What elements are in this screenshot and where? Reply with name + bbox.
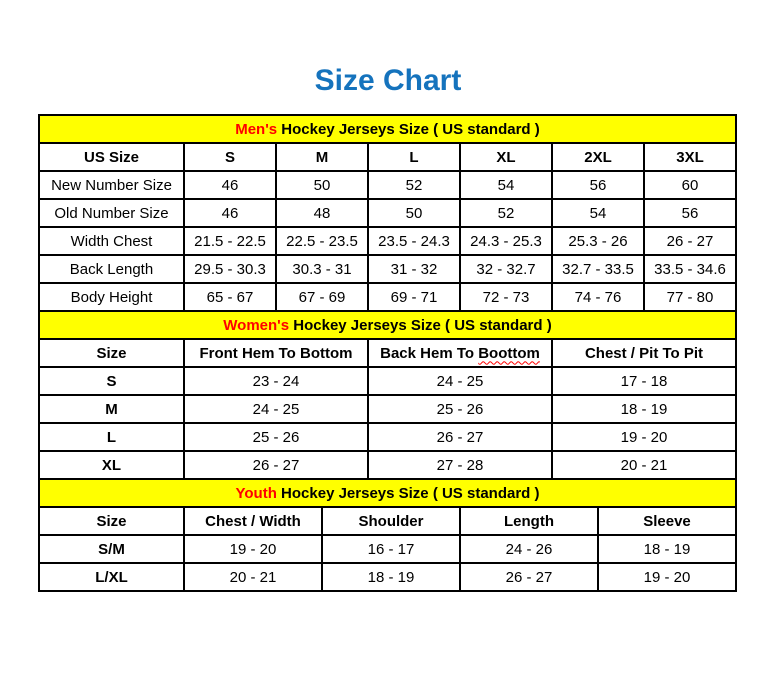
table-cell: 23 - 24	[184, 367, 368, 395]
table-cell: 54	[460, 171, 552, 199]
row-label: XL	[39, 451, 184, 479]
table-cell: 18 - 19	[552, 395, 736, 423]
row-label: S	[39, 367, 184, 395]
column-header: Front Hem To Bottom	[184, 339, 368, 367]
table-row	[39, 255, 736, 283]
table-cell: 33.5 - 34.6	[644, 255, 736, 283]
table-cell: 32 - 32.7	[460, 255, 552, 283]
table-cell: 60	[644, 171, 736, 199]
table-cell: 48	[276, 199, 368, 227]
page-title: Size Chart	[314, 64, 462, 97]
column-header: M	[276, 143, 368, 171]
column-header-row-youth	[39, 507, 736, 535]
table-row	[39, 367, 736, 395]
table-cell: 50	[368, 199, 460, 227]
table-cell: 54	[552, 199, 644, 227]
table-cell: 26 - 27	[644, 227, 736, 255]
table-row	[39, 423, 736, 451]
row-label: New Number Size	[39, 171, 184, 199]
column-header-text: Back Hem To	[380, 344, 479, 362]
table-cell: 17 - 18	[552, 367, 736, 395]
table-cell: 25 - 26	[368, 395, 552, 423]
row-label: Width Chest	[39, 227, 184, 255]
table-cell: 46	[184, 171, 276, 199]
table-cell: 26 - 27	[368, 423, 552, 451]
table-row	[39, 227, 736, 255]
column-header: L	[368, 143, 460, 171]
table-cell: 21.5 - 22.5	[184, 227, 276, 255]
row-label: Body Height	[39, 283, 184, 311]
table-cell: 67 - 69	[276, 283, 368, 311]
section-band-row-men	[39, 115, 736, 143]
table-cell: 16 - 17	[322, 535, 460, 563]
column-header: 3XL	[644, 143, 736, 171]
table-cell: 24.3 - 25.3	[460, 227, 552, 255]
column-header: US Size	[39, 143, 184, 171]
table-cell: 24 - 26	[460, 535, 598, 563]
table-cell: 24 - 25	[368, 367, 552, 395]
table-cell: 77 - 80	[644, 283, 736, 311]
section-title-women	[39, 311, 736, 339]
section-title-youth	[39, 479, 736, 507]
column-header	[368, 339, 552, 367]
section-title-rest: Hockey Jerseys Size ( US standard )	[276, 484, 540, 502]
size-tables-container	[38, 114, 737, 592]
table-cell: 31 - 32	[368, 255, 460, 283]
table-cell: 69 - 71	[368, 283, 460, 311]
table-row	[39, 199, 736, 227]
column-header-row-men	[39, 143, 736, 171]
table-cell: 52	[460, 199, 552, 227]
table-cell: 72 - 73	[460, 283, 552, 311]
column-header: 2XL	[552, 143, 644, 171]
column-header: Length	[460, 507, 598, 535]
table-row	[39, 563, 736, 591]
section-title-accent: Youth	[235, 484, 277, 502]
row-label: L	[39, 423, 184, 451]
section-band-row-women	[39, 311, 736, 339]
table-cell: 46	[184, 199, 276, 227]
row-label: S/M	[39, 535, 184, 563]
table-cell: 25.3 - 26	[552, 227, 644, 255]
table-cell: 20 - 21	[184, 563, 322, 591]
table-cell: 65 - 67	[184, 283, 276, 311]
section-band-row-youth	[39, 479, 736, 507]
table-cell: 22.5 - 23.5	[276, 227, 368, 255]
table-cell: 52	[368, 171, 460, 199]
row-label: Old Number Size	[39, 199, 184, 227]
column-header: Sleeve	[598, 507, 736, 535]
table-cell: 23.5 - 24.3	[368, 227, 460, 255]
column-header: XL	[460, 143, 552, 171]
table-row	[39, 283, 736, 311]
table-row	[39, 171, 736, 199]
column-header: Size	[39, 339, 184, 367]
table-cell: 19 - 20	[552, 423, 736, 451]
column-header: Shoulder	[322, 507, 460, 535]
table-cell: 30.3 - 31	[276, 255, 368, 283]
table-cell: 29.5 - 30.3	[184, 255, 276, 283]
table-cell: 50	[276, 171, 368, 199]
table-cell: 19 - 20	[184, 535, 322, 563]
section-title-men	[39, 115, 736, 143]
column-header: S	[184, 143, 276, 171]
table-row	[39, 451, 736, 479]
section-title-rest: Hockey Jerseys Size ( US standard )	[289, 316, 552, 334]
table-cell: 56	[644, 199, 736, 227]
table-cell: 19 - 20	[598, 563, 736, 591]
size-table-men	[38, 114, 737, 312]
table-cell: 25 - 26	[184, 423, 368, 451]
table-cell: 18 - 19	[598, 535, 736, 563]
table-cell: 20 - 21	[552, 451, 736, 479]
table-cell: 18 - 19	[322, 563, 460, 591]
table-cell: 32.7 - 33.5	[552, 255, 644, 283]
size-table-women	[38, 310, 737, 480]
table-cell: 74 - 76	[552, 283, 644, 311]
misspelled-word-spellcheck-underline: Boottom	[478, 344, 540, 362]
column-header: Size	[39, 507, 184, 535]
table-cell: 24 - 25	[184, 395, 368, 423]
table-cell: 27 - 28	[368, 451, 552, 479]
section-title-accent: Women's	[223, 316, 290, 334]
table-cell: 56	[552, 171, 644, 199]
table-row	[39, 535, 736, 563]
column-header-row-women	[39, 339, 736, 367]
section-title-accent: Men's	[235, 120, 278, 138]
table-row	[39, 395, 736, 423]
column-header: Chest / Pit To Pit	[552, 339, 736, 367]
row-label: Back Length	[39, 255, 184, 283]
row-label: M	[39, 395, 184, 423]
column-header: Chest / Width	[184, 507, 322, 535]
table-cell: 26 - 27	[460, 563, 598, 591]
size-table-youth	[38, 478, 737, 592]
row-label: L/XL	[39, 563, 184, 591]
table-cell: 26 - 27	[184, 451, 368, 479]
section-title-rest: Hockey Jerseys Size ( US standard )	[277, 120, 540, 138]
